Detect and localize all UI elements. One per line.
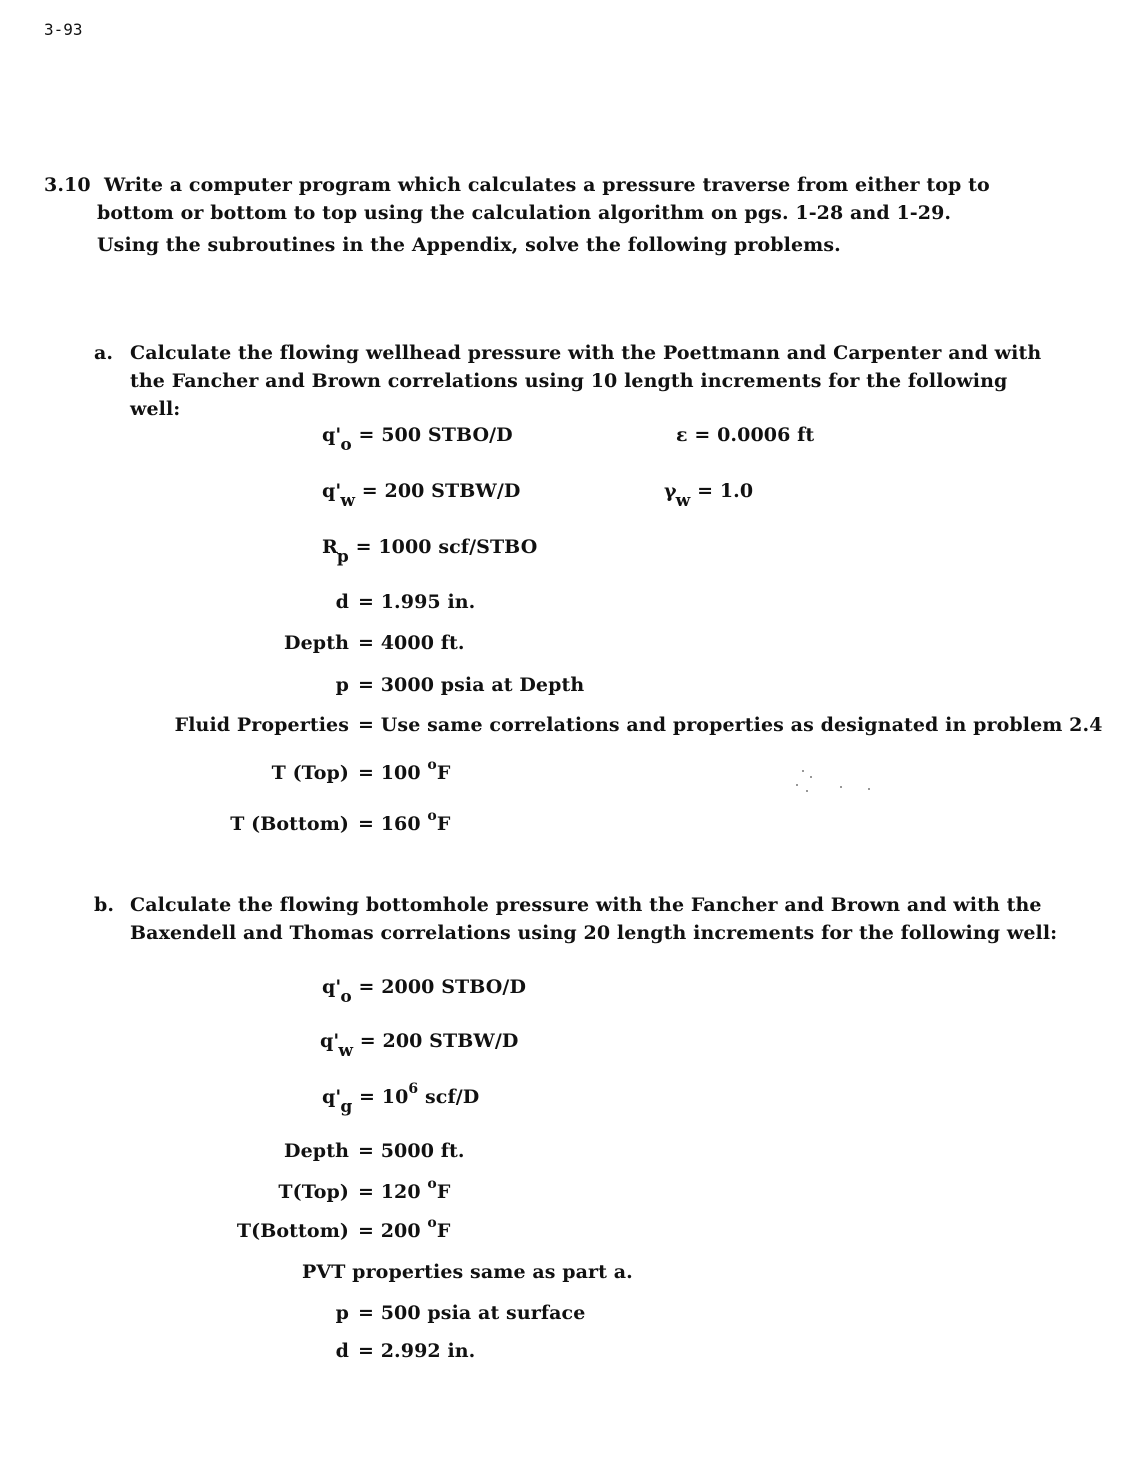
part-a-qo-prime: ' bbox=[335, 424, 342, 446]
part-a-epsilon-row bbox=[676, 424, 814, 446]
part-a-fluid-symbol: Fluid Properties bbox=[174, 714, 349, 736]
part-b-qg-value: = 10 bbox=[359, 1086, 409, 1108]
part-a-t-top-unit: F bbox=[436, 762, 451, 784]
part-b-qo-row bbox=[322, 976, 527, 1007]
part-a-rp-value: = 1000 scf/STBO bbox=[355, 536, 538, 558]
part-a-epsilon-value: = 0.0006 ft bbox=[694, 424, 815, 446]
part-a-d-symbol: d bbox=[335, 591, 349, 613]
part-b-depth-symbol: Depth bbox=[284, 1140, 349, 1162]
part-a-t-top-symbol: T (Top) bbox=[271, 762, 349, 784]
scan-speck bbox=[868, 788, 870, 790]
part-a-qw-prime: ' bbox=[335, 480, 342, 502]
part-a-fluid-value: = Use same correlations and properties as designated in problem 2.4 bbox=[358, 714, 1103, 736]
problem-intro-line-3: Using the subroutines in the Appendix, solve the following problems. bbox=[97, 234, 841, 256]
part-a-t-top-degree: o bbox=[427, 757, 437, 773]
part-b-t-top-degree: o bbox=[427, 1176, 437, 1192]
part-b-qw-value: = 200 STBW/D bbox=[359, 1030, 519, 1052]
part-a-qw-value: = 200 STBW/D bbox=[361, 480, 521, 502]
part-a-fluid-row bbox=[0, 714, 1140, 744]
part-a-qo-value: = 500 STBO/D bbox=[358, 424, 513, 446]
part-a-t-bottom-unit: F bbox=[436, 813, 451, 835]
part-a-d-value: = 1.995 in. bbox=[358, 591, 476, 613]
part-b-qw-prime: ' bbox=[333, 1030, 340, 1052]
part-b-pvt-note: PVT properties same as part a. bbox=[302, 1261, 633, 1283]
part-a-gamma-subscript: w bbox=[675, 491, 691, 511]
part-a-t-top-row bbox=[0, 757, 1140, 792]
part-a-line-2: the Fancher and Brown correlations using 10 length increments for the following bbox=[130, 370, 1008, 392]
problem-number: 3.10 bbox=[44, 174, 91, 196]
part-b-qw-subscript: w bbox=[338, 1041, 354, 1061]
part-a-t-bottom-row bbox=[0, 808, 1140, 843]
part-a-gamma-row bbox=[664, 480, 754, 511]
part-a-p-value: = 3000 psia at Depth bbox=[358, 674, 585, 696]
part-a-rp-symbol: R bbox=[322, 536, 338, 558]
part-b-t-bottom-unit: F bbox=[436, 1220, 451, 1242]
part-a-depth-row bbox=[0, 632, 1140, 662]
part-a-rp-subscript: p bbox=[336, 547, 349, 567]
part-b-qo-value: = 2000 STBO/D bbox=[358, 976, 527, 998]
part-a-rp-row bbox=[322, 536, 538, 567]
part-b-d-symbol: d bbox=[335, 1340, 349, 1362]
part-a-p-symbol: p bbox=[335, 674, 349, 696]
part-b-qg-symbol: q bbox=[322, 1086, 336, 1108]
part-b-d-row bbox=[0, 1340, 1140, 1370]
part-b-t-bottom-symbol: T(Bottom) bbox=[236, 1220, 349, 1242]
part-a-gamma-symbol: γ bbox=[664, 480, 677, 502]
part-a-depth-value: = 4000 ft. bbox=[358, 632, 465, 654]
part-a-qo-subscript: o bbox=[340, 435, 352, 455]
part-b-p-row bbox=[0, 1302, 1140, 1332]
part-b-qo-symbol: q bbox=[322, 976, 336, 998]
part-b-depth-value: = 5000 ft. bbox=[358, 1140, 465, 1162]
part-a-line-1: Calculate the flowing wellhead pressure with the Poettmann and Carpenter and with bbox=[130, 342, 1042, 364]
part-b-line-2: Baxendell and Thomas correlations using 20 length increments for the following well: bbox=[130, 922, 1058, 944]
part-a-t-top-value: = 100 bbox=[358, 762, 421, 784]
part-b-qw-symbol: q bbox=[320, 1030, 334, 1052]
part-a-depth-symbol: Depth bbox=[284, 632, 349, 654]
problem-intro-line-2: bottom or bottom to top using the calculation algorithm on pgs. 1-28 and 1-29. bbox=[97, 202, 952, 224]
part-b-line-1: Calculate the flowing bottomhole pressure with the Fancher and Brown and with the bbox=[130, 894, 1042, 916]
part-a-gamma-value: = 1.0 bbox=[697, 480, 754, 502]
part-b-t-bottom-degree: o bbox=[427, 1215, 437, 1231]
part-b-qg-unit: scf/D bbox=[424, 1086, 480, 1108]
problem-intro-line-1: Write a computer program which calculates a pressure traverse from either top to bbox=[104, 174, 990, 196]
part-a-t-bottom-value: = 160 bbox=[358, 813, 421, 835]
scan-speck bbox=[796, 784, 798, 786]
part-b-qg-row bbox=[322, 1081, 480, 1117]
part-a-qo-row bbox=[322, 424, 513, 455]
part-a-p-row bbox=[0, 674, 1140, 704]
part-b-depth-row bbox=[0, 1140, 1140, 1170]
part-a-t-bottom-symbol: T (Bottom) bbox=[230, 813, 349, 835]
part-b-p-value: = 500 psia at surface bbox=[358, 1302, 586, 1324]
part-b-t-bottom-value: = 200 bbox=[358, 1220, 421, 1242]
page-number: 3-93 bbox=[44, 20, 83, 39]
part-b-t-top-value: = 120 bbox=[358, 1181, 421, 1203]
part-a-d-row bbox=[0, 591, 1140, 621]
part-b-qw-row bbox=[320, 1030, 519, 1061]
part-b-d-value: = 2.992 in. bbox=[358, 1340, 476, 1362]
part-a-t-bottom-degree: o bbox=[427, 808, 437, 824]
part-a-qo-symbol: q bbox=[322, 424, 336, 446]
scan-speck bbox=[802, 770, 804, 772]
part-b-t-top-row bbox=[0, 1176, 1140, 1211]
scan-speck bbox=[806, 790, 808, 792]
part-b-qo-prime: ' bbox=[335, 976, 342, 998]
part-b-qg-exponent: 6 bbox=[408, 1081, 419, 1097]
part-b-qg-prime: ' bbox=[335, 1086, 342, 1108]
scan-speck bbox=[840, 786, 842, 788]
part-a-letter: a. bbox=[94, 342, 114, 364]
part-a-qw-row bbox=[322, 480, 521, 511]
part-b-t-top-symbol: T(Top) bbox=[278, 1181, 349, 1203]
part-a-qw-subscript: w bbox=[340, 491, 356, 511]
part-b-t-top-unit: F bbox=[436, 1181, 451, 1203]
scan-speck bbox=[810, 776, 812, 778]
part-b-t-bottom-row bbox=[0, 1215, 1140, 1250]
part-a-line-3: well: bbox=[130, 398, 181, 420]
part-b-letter: b. bbox=[94, 894, 115, 916]
part-b-qo-subscript: o bbox=[340, 987, 352, 1007]
part-b-qg-subscript: g bbox=[340, 1097, 353, 1117]
part-a-qw-symbol: q bbox=[322, 480, 336, 502]
part-a-epsilon-symbol: ε bbox=[676, 424, 688, 446]
part-b-p-symbol: p bbox=[335, 1302, 349, 1324]
